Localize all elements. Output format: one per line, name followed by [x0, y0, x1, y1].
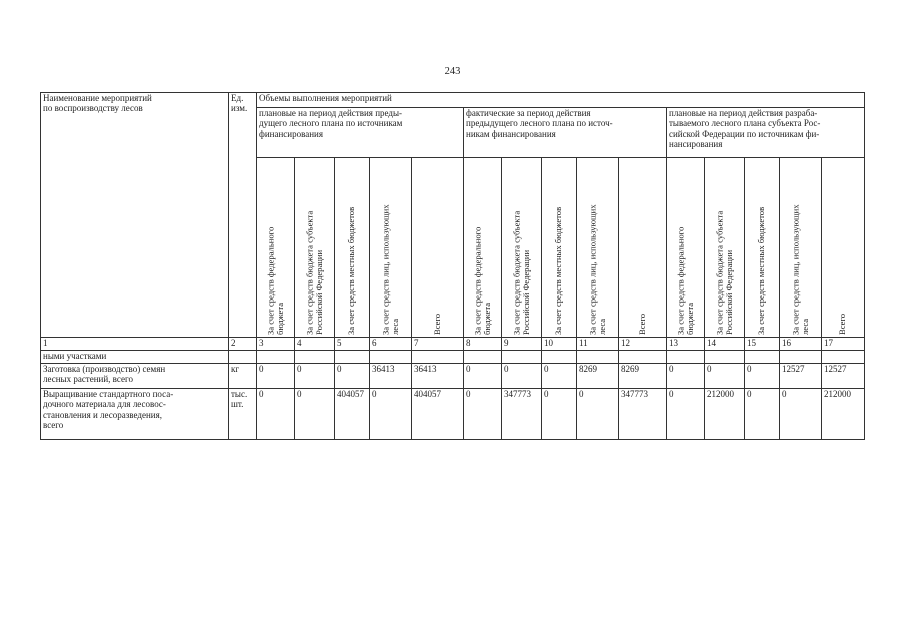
row-value: 8269 [577, 364, 619, 389]
header-users: За счет средств лиц, использующих леса [577, 158, 619, 338]
column-number: 17 [822, 338, 865, 351]
column-number: 11 [577, 338, 619, 351]
table-row [41, 389, 865, 440]
column-number: 12 [619, 338, 667, 351]
column-number: 8 [464, 338, 502, 351]
row-name: Выращивание стандартного поса- дочного материала для лесовос- становления и лесоразведения, всего [41, 389, 229, 440]
header-federal: За счет средств федерального бюджета [257, 158, 295, 338]
column-number: 5 [335, 338, 370, 351]
row-value: 0 [464, 364, 502, 389]
row-value [464, 351, 502, 364]
column-number: 15 [745, 338, 780, 351]
column-number: 6 [370, 338, 412, 351]
column-number-row [41, 338, 865, 351]
row-value: 212000 [705, 389, 745, 440]
header-unit: Ед. изм. [229, 93, 257, 338]
header-regional: За счет средств бюджета субъекта Российской Федерации [705, 158, 745, 338]
row-value: 404057 [412, 389, 464, 440]
column-number: 3 [257, 338, 295, 351]
row-value [745, 351, 780, 364]
row-value: 347773 [502, 389, 542, 440]
row-value: 36413 [412, 364, 464, 389]
row-value [667, 351, 705, 364]
row-value: 0 [745, 389, 780, 440]
row-value [412, 351, 464, 364]
header-federal: За счет средств федерального бюджета [667, 158, 705, 338]
header-regional: За счет средств бюджета субъекта Российской Федерации [295, 158, 335, 338]
row-value [257, 351, 295, 364]
row-value: 0 [667, 389, 705, 440]
row-value: 0 [335, 364, 370, 389]
header-local: За счет средств местных бюджетов [745, 158, 780, 338]
header-name: Наименование мероприятий по воспроизводству лесов [41, 93, 229, 338]
row-unit: тыс. шт. [229, 389, 257, 440]
column-number: 13 [667, 338, 705, 351]
header-volumes: Объемы выполнения мероприятий [257, 93, 865, 108]
row-value: 0 [464, 389, 502, 440]
row-value [577, 351, 619, 364]
row-value: 0 [780, 389, 822, 440]
row-value: 0 [667, 364, 705, 389]
row-value: 404057 [335, 389, 370, 440]
header-group-actual-prev: фактические за период действия предыдущего лесного плана по источ- никам финансирования [464, 108, 667, 158]
row-value [822, 351, 865, 364]
column-number: 10 [542, 338, 577, 351]
row-value: 0 [577, 389, 619, 440]
row-value: 0 [257, 389, 295, 440]
column-number: 2 [229, 338, 257, 351]
header-local: За счет средств местных бюджетов [335, 158, 370, 338]
column-number: 14 [705, 338, 745, 351]
row-value [705, 351, 745, 364]
row-value [542, 351, 577, 364]
row-value: 36413 [370, 364, 412, 389]
table-row [41, 364, 865, 389]
page-number: 243 [444, 66, 461, 77]
row-value: 0 [295, 364, 335, 389]
column-number: 9 [502, 338, 542, 351]
row-unit: кг [229, 364, 257, 389]
header-group-planned-prev: плановые на период действия преды- дущего лесного плана по источникам финансирования [257, 108, 464, 158]
row-value: 12527 [822, 364, 865, 389]
reforestation-table [40, 92, 865, 440]
row-value: 0 [295, 389, 335, 440]
row-value [619, 351, 667, 364]
header-users: За счет средств лиц, использующих леса [780, 158, 822, 338]
row-value: 347773 [619, 389, 667, 440]
row-value [295, 351, 335, 364]
row-value [502, 351, 542, 364]
header-group-planned-new: плановые на период действия разраба- тываемого лесного плана субъекта Рос- сийской Федерации по источникам фи- нансирования [667, 108, 865, 158]
row-name: Заготовка (производство) семян лесных растений, всего [41, 364, 229, 389]
header-federal: За счет средств федерального бюджета [464, 158, 502, 338]
header-local: За счет средств местных бюджетов [542, 158, 577, 338]
row-value [370, 351, 412, 364]
row-unit [229, 351, 257, 364]
row-value: 0 [705, 364, 745, 389]
row-value: 0 [257, 364, 295, 389]
row-name: ными участками [41, 351, 229, 364]
column-number: 16 [780, 338, 822, 351]
header-regional: За счет средств бюджета субъекта Российской Федерации [502, 158, 542, 338]
row-value: 0 [745, 364, 780, 389]
row-value: 0 [542, 389, 577, 440]
column-number: 1 [41, 338, 229, 351]
header-total: Всего [619, 158, 667, 338]
header-total: Всего [822, 158, 865, 338]
row-value: 0 [502, 364, 542, 389]
row-value: 12527 [780, 364, 822, 389]
header-users: За счет средств лиц, использующих леса [370, 158, 412, 338]
row-value: 0 [542, 364, 577, 389]
column-number: 7 [412, 338, 464, 351]
column-number: 4 [295, 338, 335, 351]
row-value [335, 351, 370, 364]
header-total: Всего [412, 158, 464, 338]
row-value: 212000 [822, 389, 865, 440]
row-value: 0 [370, 389, 412, 440]
table-row [41, 351, 865, 364]
row-value: 8269 [619, 364, 667, 389]
row-value [780, 351, 822, 364]
